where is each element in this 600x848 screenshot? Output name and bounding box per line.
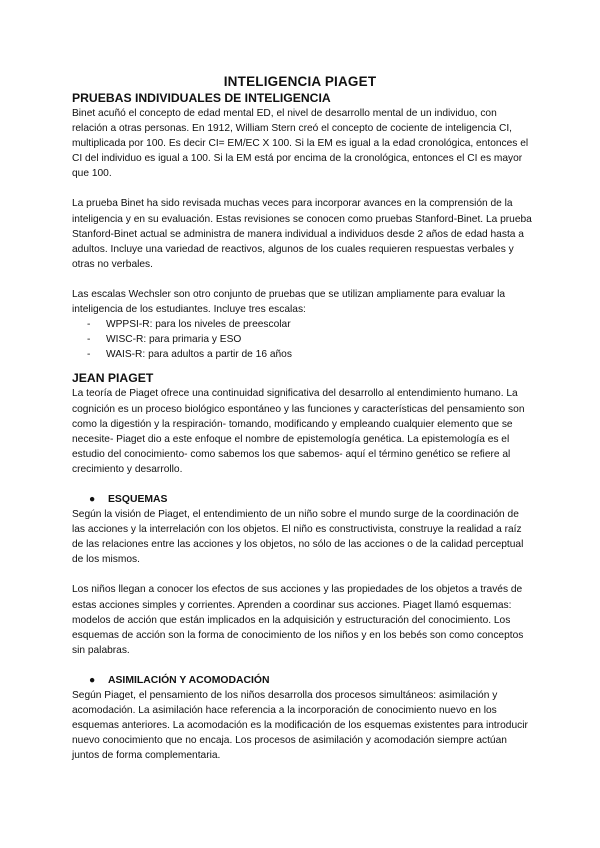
list-item: - WAIS-R: para adultos a partir de 16 años [72, 347, 532, 362]
document-body [72, 91, 532, 763]
paragraph-esquemas-1: Según la visión de Piaget, el entendimiento de un niño sobre el mundo surge de la coordinación de las acciones y la interrelación con los objetos. El niño es constructivista, construye la realidad a raíz de las relaciones entre las acciones y los objetos, no sólo de las acciones o de la calidad perceptual de los mismos. [72, 509, 524, 566]
section-heading-jean-piaget: JEAN PIAGET [72, 371, 154, 386]
list-item: - WISC-R: para primaria y ESO [72, 332, 532, 347]
bullet-icon: ● [89, 674, 96, 686]
subsection-heading-label: ASIMILACIÓN Y ACOMODACIÓN [108, 674, 270, 686]
paragraph-binet: Binet acuñó el concepto de edad mental ED, el nivel de desarrollo mental de un individuo, con relación a otras personas. En 1912, William Stern creó el concepto de cociente de inteligencia CI, multiplicada por 100. Es decir CI= EM/EC X 100. Si la EM es igual a la edad cronológica, entonces el CI del individuo es igual a 100. Si la EM está por encima de la cronológica, entonces el CI es mayor que 100. [72, 108, 529, 180]
paragraph-asimilacion: Según Piaget, el pensamiento de los niños desarrolla dos procesos simultáneos: asimilación y acomodación. La asimilación hace referencia a la incorporación de conocimiento nuevo en los esquemas anteriores. La acomodación es la modificación de los esquemas existentes para introducir nuevo conocimiento que no encaja. Los procesos de asimilación y acomodación siempre actúan juntos de forma complementaria. [72, 690, 528, 762]
subsection-heading-esquemas [72, 492, 532, 507]
document-title: INTELIGENCIA PIAGET [223, 74, 377, 89]
section-heading-pruebas: PRUEBAS INDIVIDUALES DE INTELIGENCIA [72, 91, 331, 105]
scales-list [72, 317, 532, 362]
list-item: - WPPSI-R: para los niveles de preescolar [72, 317, 532, 332]
paragraph-esquemas-2: Los niños llegan a conocer los efectos de sus acciones y las propiedades de los objetos a través de estas acciones simples y corrientes. Aprenden a coordinar sus acciones. Piaget llamó esquemas: modelos de acción que están implicados en la adquisición y estructuración del conocimiento. Los esquemas de acción son la forma de conocimiento de los niños y en los bebés son como conceptos sin palabras. [72, 584, 524, 656]
paragraph-stanford-binet: La prueba Binet ha sido revisada muchas veces para incorporar avances en la comprensión de la inteligencia y en su evaluación. Estas revisiones se conocen como pruebas Stanford-Binet. La prueba Stanford-Binet actual se administra de manera individual a individuos desde 2 años de edad hasta a adultos. Incluye una variedad de reactivos, algunos de los cuales requieren respuestas verbales y otras no verbales. [72, 198, 532, 270]
subsection-heading-label: ESQUEMAS [108, 493, 168, 505]
paragraph-wechsler: Las escalas Wechsler son otro conjunto de pruebas que se utilizan ampliamente para evaluar la inteligencia de los estudiantes. Incluye tres escalas: [72, 288, 506, 316]
paragraph-piaget-theory: La teoría de Piaget ofrece una continuidad significativa del desarrollo al entendimiento humano. La cognición es un proceso biológico espontáneo y las funciones y características del pensamiento son como la digestión y la respiración- tomando, modificando y empleando cualquier elemento que se necesite- Piaget dio a este enfoque el nombre de epistemología genética. La epistemología es el estudio del conocimiento- como sabemos los que sabemos- aquí el término genético se refiere al crecimiento y desarrollo. [72, 388, 525, 475]
bullet-icon: ● [89, 493, 96, 505]
subsection-heading-asimilacion [72, 673, 532, 688]
